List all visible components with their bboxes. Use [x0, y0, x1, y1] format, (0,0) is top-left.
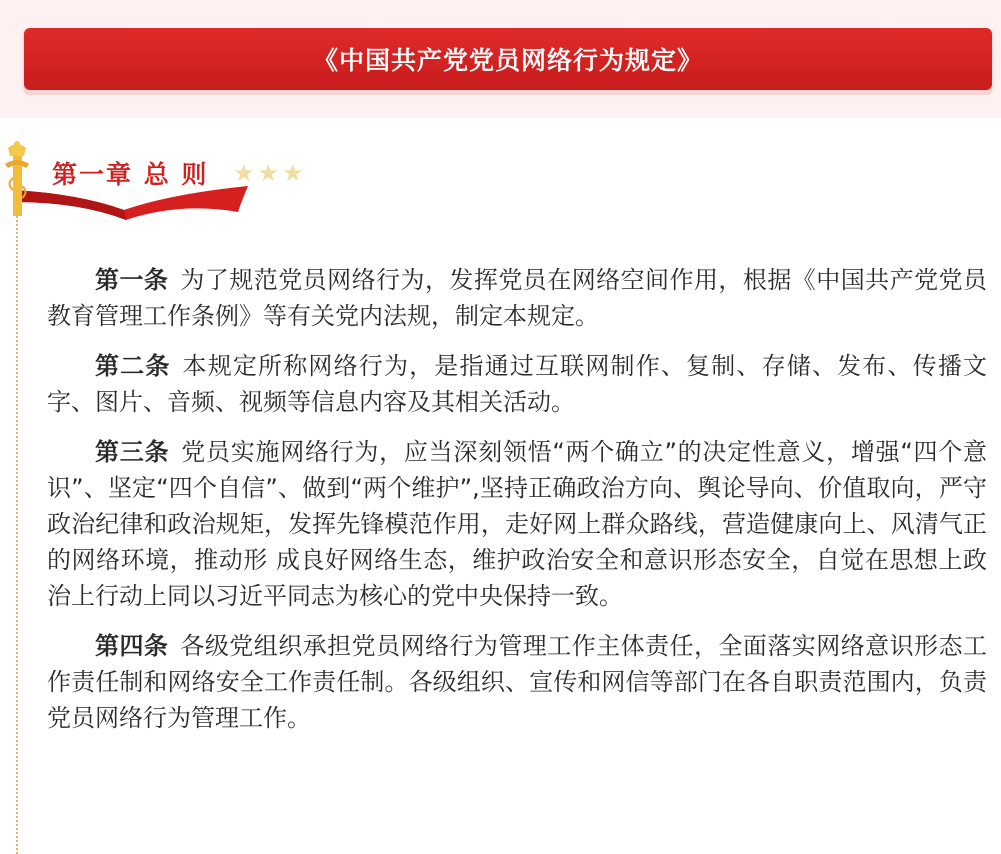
document-title: 《中国共产党党员网络行为规定》: [312, 46, 703, 75]
article-label: 第二条: [95, 352, 171, 380]
article-4: [47, 628, 987, 736]
articles-body: [47, 262, 987, 750]
article-text: 党员实施网络行为，应当深刻领悟“两个确立”的决定性意义，增强“四个意识”、坚定“四个自信”、做到“两个维护”,坚持正确政治方向、舆论导向、价值取向，严守政治纪律和政治规矩，发挥先锋模范作用，走好网上群众路线，营造健康向上、风清气正的网络环境，推动形 成良好网络生态，维护政治安全和意识形态安全，自觉在思想上政治上行动上同以习近平同志为核心的党中央保持一致。: [47, 438, 987, 610]
article-3: [47, 434, 987, 614]
article-1: [47, 262, 987, 334]
article-2: [47, 348, 987, 420]
article-text: 为了规范党员网络行为，发挥党员在网络空间作用，根据《中国共产党党员教育管理工作条例》等有关党内法规，制定本规定。: [47, 266, 988, 330]
huabiao-pillar-icon: [2, 138, 32, 218]
chapter-header: [0, 128, 330, 228]
chapter-title: 第一章 总 则: [52, 160, 209, 189]
article-text: 本规定所称网络行为，是指通过互联网制作、复制、存储、发布、传播文字、图片、音频、视频等信息内容及其相关活动。: [47, 352, 987, 416]
article-label: 第三条: [95, 438, 170, 466]
article-label: 第四条: [95, 632, 169, 660]
star-decoration-icon: ★★★: [233, 159, 307, 187]
article-text: 各级党组织承担党员网络行为管理工作主体责任，全面落实网络意识形态工作责任制和网络安全工作责任制。各级组织、宣传和网信等部门在各自职责范围内，负责党员网络行为管理工作。: [47, 632, 988, 732]
decorative-dotted-line: [16, 212, 18, 854]
article-label: 第一条: [95, 266, 169, 294]
title-banner: [24, 28, 992, 90]
